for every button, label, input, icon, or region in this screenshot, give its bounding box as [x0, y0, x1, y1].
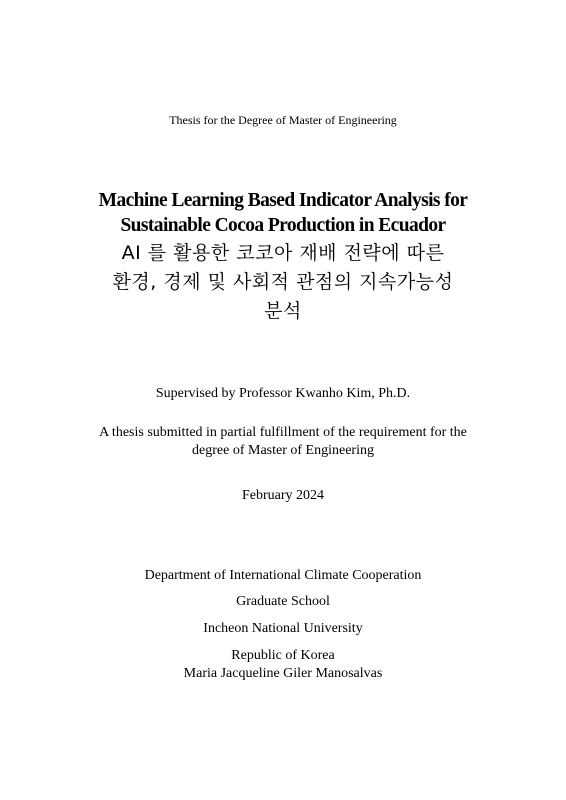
- title-english-line-1: Machine Learning Based Indicator Analysis for: [98, 190, 468, 211]
- title-korean-line-3: 분석: [264, 300, 302, 322]
- degree-line: Thesis for the Degree of Master of Engineering: [169, 113, 397, 127]
- date-line: February 2024: [241, 488, 325, 503]
- author-line: Maria Jacqueline Giler Manosalvas: [183, 666, 383, 681]
- submission-line-2: degree of Master of Engineering: [192, 443, 374, 458]
- title-korean-line-2: 환경, 경제 및 사회적 관점의 지속가능성: [112, 271, 454, 293]
- department-line: Department of International Climate Cooperation: [144, 568, 422, 583]
- university-line: Incheon National University: [203, 621, 363, 636]
- country-line: Republic of Korea: [231, 648, 335, 663]
- supervisor-line: Supervised by Professor Kwanho Kim, Ph.D.: [155, 386, 411, 401]
- title-english-line-2: Sustainable Cocoa Production in Ecuador: [120, 215, 446, 236]
- submission-line-1: A thesis submitted in partial fulfillment of the requirement for the: [99, 425, 467, 440]
- title-korean-line-1: AI 를 활용한 코코아 재배 전략에 따른: [121, 242, 445, 264]
- school-line: Graduate School: [236, 594, 330, 609]
